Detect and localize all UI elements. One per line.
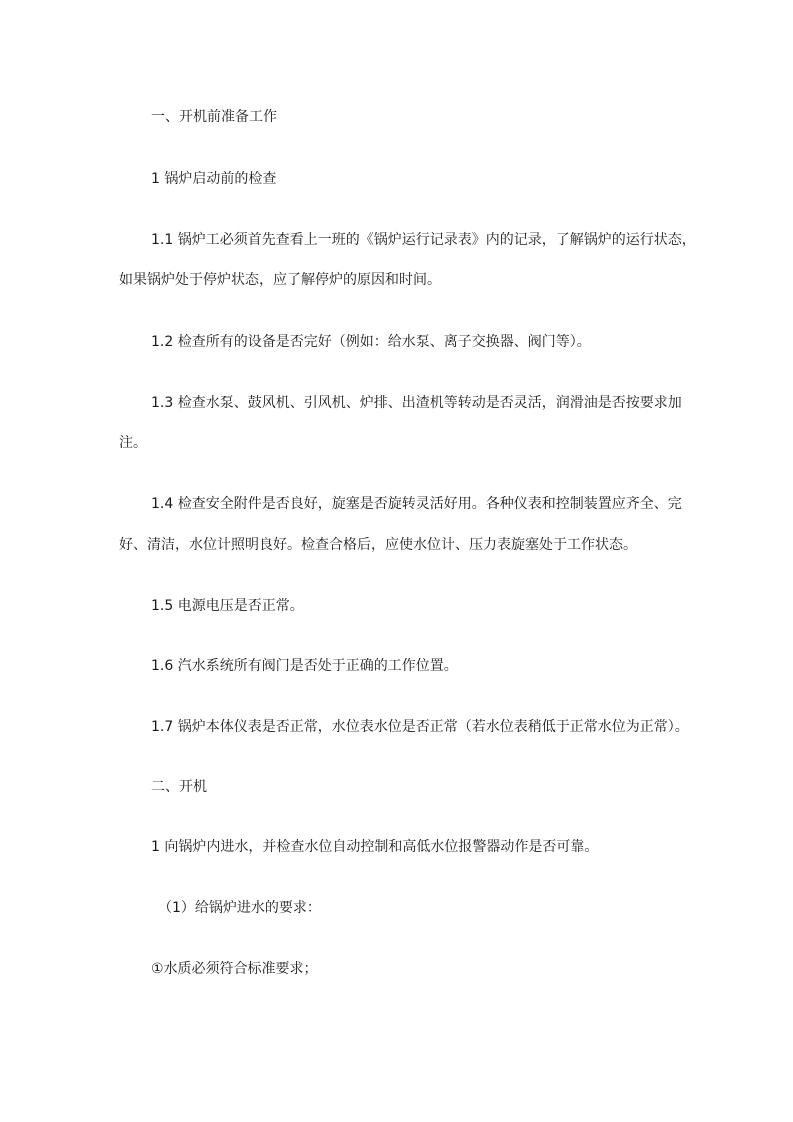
paragraph-1-4-line-2: 好、清洁，水位计照明良好。检查合格后，应使水位计、压力表旋塞处于工作状态。 [119, 537, 637, 553]
section-heading-1: 一、开机前准备工作 [151, 109, 277, 125]
paragraph-1-2: 1.2 检查所有的设备是否完好（例如：给水泵、离子交换器、阀门等）。 [151, 334, 591, 350]
paragraph-1-1-line-2: 如果锅炉处于停炉状态，应了解停炉的原因和时间。 [119, 272, 441, 288]
paragraph-1-5: 1.5 电源电压是否正常。 [151, 598, 304, 614]
paragraph-1-3-line-2: 注。 [119, 435, 147, 451]
paragraph-2-1: 1 向锅炉内进水，并检查水位自动控制和高低水位报警器动作是否可靠。 [151, 839, 599, 855]
subsection-heading-1: 1 锅炉启动前的检查 [151, 171, 277, 187]
paragraph-1-6: 1.6 汽水系统所有阀门是否处于正确的工作位置。 [151, 658, 458, 674]
list-heading-1: （1）给锅炉进水的要求： [158, 900, 321, 916]
list-item-1: ①水质必须符合标准要求； [151, 961, 318, 977]
paragraph-1-1-line-1: 1.1 锅炉工必须首先查看上一班的《锅炉运行记录表》内的记录，了解锅炉的运行状态， [151, 232, 696, 248]
paragraph-1-7: 1.7 锅炉本体仪表是否正常，水位表水位是否正常（若水位表稍低于正常水位为正常）。 [151, 719, 689, 735]
section-heading-2: 二、开机 [151, 779, 207, 795]
paragraph-1-4-line-1: 1.4 检查安全附件是否良好，旋塞是否旋转灵活好用。各种仪表和控制装置应齐全、完 [151, 496, 682, 512]
paragraph-1-3-line-1: 1.3 检查水泵、鼓风机、引风机、炉排、出渣机等转动是否灵活，润滑油是否按要求加 [151, 395, 682, 411]
